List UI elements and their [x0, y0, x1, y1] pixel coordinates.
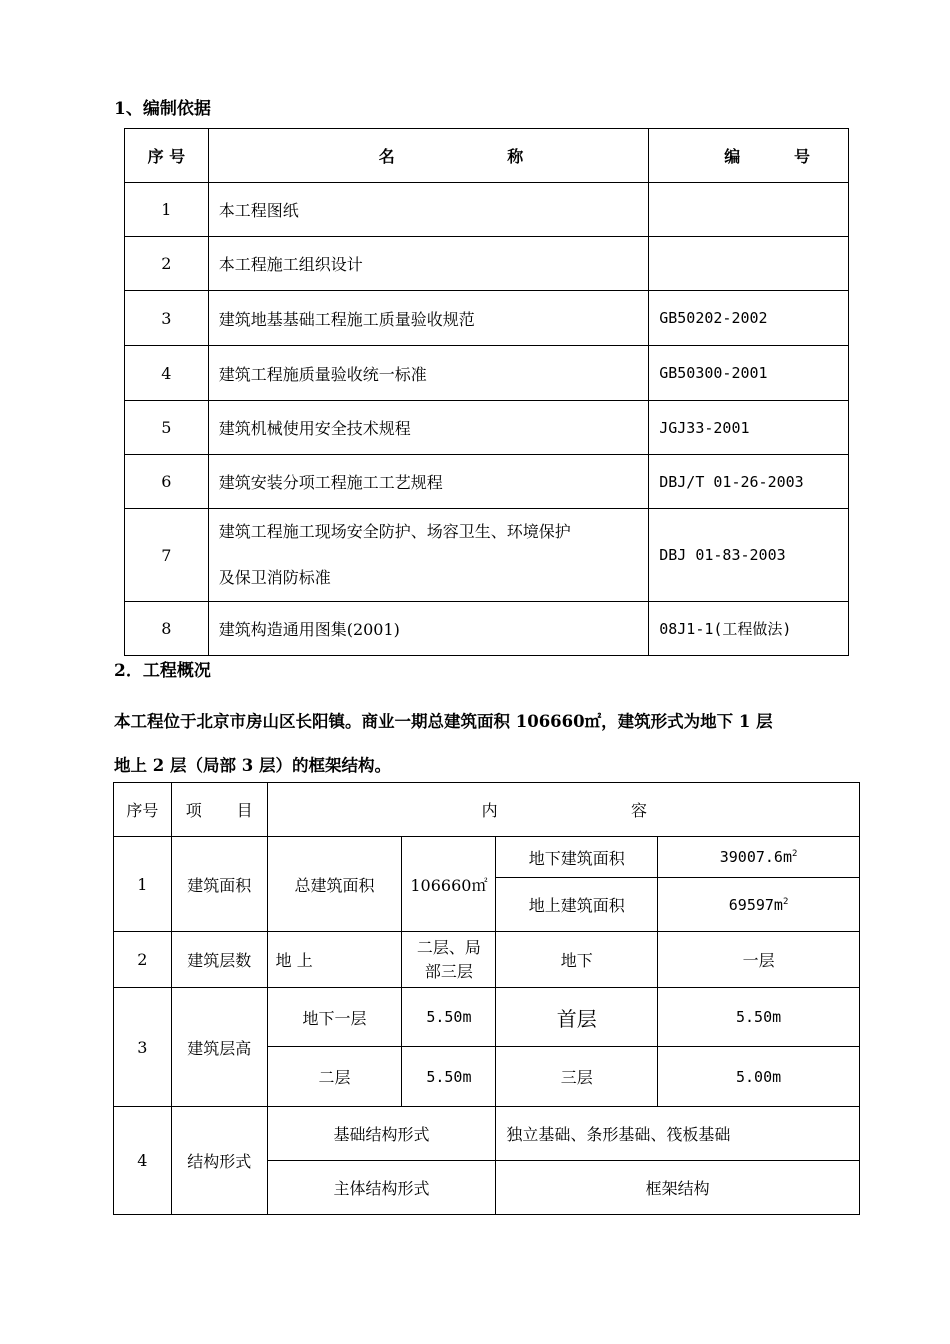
- row-code: JGJ33-2001: [649, 401, 849, 455]
- underground-area-label: 地下建筑面积: [496, 837, 658, 878]
- row-code: DBJ 01-83-2003: [649, 509, 849, 602]
- foundation-type-value: 独立基础、条形基础、筏板基础: [496, 1107, 860, 1161]
- section1-heading: 1、编制依据: [114, 99, 211, 119]
- main-structure-label: 主体结构形式: [267, 1161, 496, 1215]
- b1-height-label: 地下一层: [267, 988, 402, 1047]
- table-row: [125, 401, 849, 455]
- main-structure-value: 框架结构: [496, 1161, 860, 1215]
- row-name: 建筑构造通用图集(2001): [208, 602, 649, 656]
- total-area-label: 总建筑面积: [267, 837, 402, 932]
- aboveground-area-label: 地上建筑面积: [496, 878, 658, 932]
- b1-height-value: 5.50m: [402, 988, 496, 1047]
- table-header-row: [114, 783, 860, 837]
- row-item: 结构形式: [171, 1107, 267, 1215]
- reference-table: [124, 128, 849, 656]
- table-row: [125, 346, 849, 401]
- row-index: 3: [114, 988, 172, 1107]
- row-name: 本工程图纸: [208, 183, 649, 237]
- table-row: [114, 1107, 860, 1161]
- row-index: 2: [125, 237, 209, 291]
- table-row: [125, 291, 849, 346]
- table-row: [125, 509, 849, 602]
- under-floors-value: 一层: [658, 932, 860, 988]
- row-index: 7: [125, 509, 209, 602]
- row-name: 建筑安装分项工程施工工艺规程: [208, 455, 649, 509]
- row-name: 建筑工程施工现场安全防护、场容卫生、环境保护 及保卫消防标准: [208, 509, 649, 602]
- row-code: GB50300-2001: [649, 346, 849, 401]
- row-index: 3: [125, 291, 209, 346]
- row-name: 建筑机械使用安全技术规程: [208, 401, 649, 455]
- f3-height-value: 5.00m: [658, 1047, 860, 1107]
- row-index: 4: [125, 346, 209, 401]
- row-code: [649, 183, 849, 237]
- section2-heading: 2．工程概况: [114, 661, 211, 681]
- f3-height-label: 三层: [496, 1047, 658, 1107]
- header-item: 项 目: [171, 783, 267, 837]
- overview-line-2: 地上 2 层（局部 3 层）的框架结构。: [114, 756, 391, 775]
- f1-height-label: 首层: [496, 988, 658, 1047]
- table-row: [125, 237, 849, 291]
- row-code: GB50202-2002: [649, 291, 849, 346]
- table-header-row: [125, 129, 849, 183]
- table-row: [125, 602, 849, 656]
- f1-height-value: 5.50m: [658, 988, 860, 1047]
- header-name: 名 称: [208, 129, 649, 183]
- table-row: [114, 932, 860, 988]
- row-item: 建筑层数: [171, 932, 267, 988]
- row-index: 6: [125, 455, 209, 509]
- row-item: 建筑层高: [171, 988, 267, 1107]
- row-code: DBJ/T 01-26-2003: [649, 455, 849, 509]
- overview-paragraph: [114, 700, 864, 788]
- row-name: 建筑工程施质量验收统一标准: [208, 346, 649, 401]
- foundation-type-label: 基础结构形式: [267, 1107, 496, 1161]
- overview-line-1: 本工程位于北京市房山区长阳镇。商业一期总建筑面积 106660㎡，建筑形式为地下 1 层: [114, 712, 773, 731]
- under-floors-label: 地下: [496, 932, 658, 988]
- header-content: 内 容: [267, 783, 859, 837]
- row-code: 08J1-1(工程做法): [649, 602, 849, 656]
- underground-area-value: $39007.6m^2$: [658, 837, 860, 878]
- header-index: 序 号: [125, 129, 209, 183]
- row-index: 1: [125, 183, 209, 237]
- header-code: 编 号: [649, 129, 849, 183]
- total-area-value: 106660㎡: [402, 837, 496, 932]
- row-index: 8: [125, 602, 209, 656]
- table-row: [114, 988, 860, 1047]
- table-row: [114, 837, 860, 878]
- f2-height-value: 5.50m: [402, 1047, 496, 1107]
- row-name: 本工程施工组织设计: [208, 237, 649, 291]
- table-row: [125, 455, 849, 509]
- row-name: 建筑地基基础工程施工质量验收规范: [208, 291, 649, 346]
- aboveground-area-value: $69597m^2$: [658, 878, 860, 932]
- table-row: [125, 183, 849, 237]
- row-code: [649, 237, 849, 291]
- header-index: 序号: [114, 783, 172, 837]
- row-index: 2: [114, 932, 172, 988]
- above-floors-label: 地 上: [267, 932, 402, 988]
- f2-height-label: 二层: [267, 1047, 402, 1107]
- row-item: 建筑面积: [171, 837, 267, 932]
- above-floors-value: 二层、局 部三层: [402, 932, 496, 988]
- row-index: 4: [114, 1107, 172, 1215]
- overview-table: [113, 782, 860, 1215]
- row-index: 5: [125, 401, 209, 455]
- row-index: 1: [114, 837, 172, 932]
